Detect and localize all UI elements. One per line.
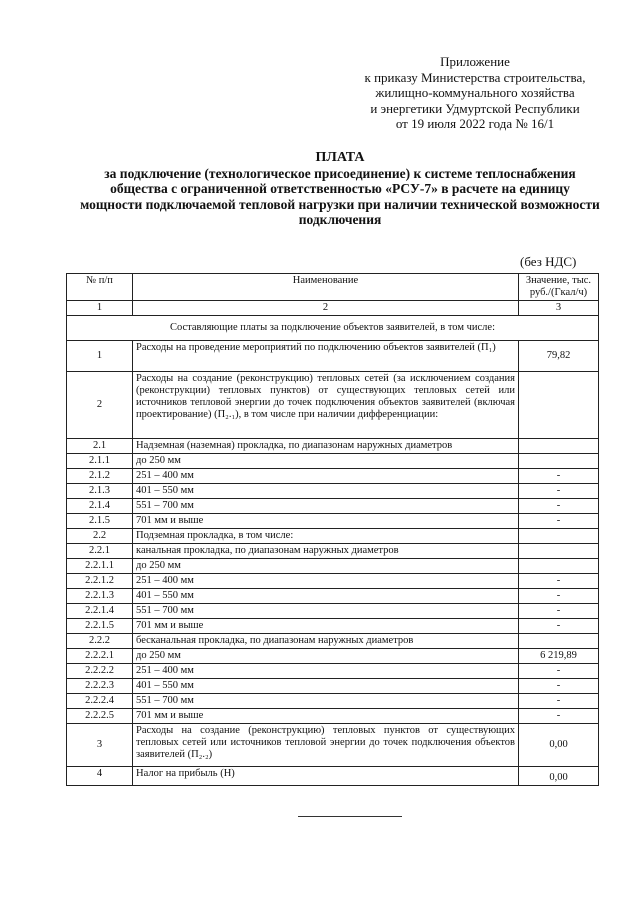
row-number: 2.1.4 xyxy=(67,499,133,514)
row-number: 2.2.2.1 xyxy=(67,649,133,664)
col-number-3: 3 xyxy=(519,301,599,316)
header-name: Наименование xyxy=(133,274,519,301)
row-value: - xyxy=(519,589,599,604)
table-row xyxy=(67,372,599,439)
title-line-2: общества с ограниченной ответственностью «РСУ-7» в расчете на единицу xyxy=(110,181,570,196)
row-number: 2.2.2.2 xyxy=(67,664,133,679)
table-row xyxy=(67,514,599,529)
table-row xyxy=(67,589,599,604)
title-main: ПЛАТА xyxy=(315,150,365,165)
row-number: 2.2.2.5 xyxy=(67,709,133,724)
row-value: 0,00 xyxy=(519,767,599,786)
row-name: 251 – 400 мм xyxy=(133,469,519,484)
table-row xyxy=(67,469,599,484)
table-row xyxy=(67,724,599,767)
table-row xyxy=(67,649,599,664)
table-row xyxy=(67,341,599,372)
appendix-label: Приложение xyxy=(440,54,510,69)
col-number-2: 2 xyxy=(133,301,519,316)
row-number: 2.1.3 xyxy=(67,484,133,499)
row-number: 2.2.1.5 xyxy=(67,619,133,634)
row-name: 701 мм и выше xyxy=(133,709,519,724)
row-value: - xyxy=(519,664,599,679)
row-name: Расходы на проведение мероприятий по подключению объектов заявителей (П₁) xyxy=(133,341,519,372)
row-value xyxy=(519,529,599,544)
row-value xyxy=(519,372,599,439)
row-name: 401 – 550 мм xyxy=(133,484,519,499)
row-value xyxy=(519,454,599,469)
row-name: бесканальная прокладка, по диапазонам наружных диаметров xyxy=(133,634,519,649)
table-row xyxy=(67,499,599,514)
row-name: Расходы на создание (реконструкцию) тепловых сетей (за исключением создания (реконструкции) тепловых пунктов) от существующих тепловых сетей или источников тепловой энергии до точек подключения объектов заявителей (включая проектирование) (П₂.₁), в том числе при наличии дифференциации: xyxy=(133,372,519,439)
table-row xyxy=(67,529,599,544)
title-line-1: за подключение (технологическое присоединение) к системе теплоснабжения xyxy=(104,165,576,181)
row-number: 2 xyxy=(67,372,133,439)
row-name: 701 мм и выше xyxy=(133,514,519,529)
row-name: 251 – 400 мм xyxy=(133,574,519,589)
row-value: - xyxy=(519,514,599,529)
row-name: 401 – 550 мм xyxy=(133,589,519,604)
row-name: 251 – 400 мм xyxy=(133,664,519,679)
row-name: Подземная прокладка, в том числе: xyxy=(133,529,519,544)
row-name: Налог на прибыль (Н) xyxy=(133,767,519,786)
row-value: - xyxy=(519,484,599,499)
row-name: до 250 мм xyxy=(133,649,519,664)
table-row xyxy=(67,679,599,694)
row-value: - xyxy=(519,694,599,709)
row-name: до 250 мм xyxy=(133,454,519,469)
title-line-3: мощности подключаемой тепловой нагрузки при наличии технической возможности xyxy=(80,196,600,212)
appendix-republic-line: и энергетики Удмуртской Республики xyxy=(370,100,580,116)
row-number: 2.2 xyxy=(67,529,133,544)
fee-table xyxy=(66,273,599,786)
table-row xyxy=(67,544,599,559)
row-name: 401 – 550 мм xyxy=(133,679,519,694)
section-row xyxy=(67,316,599,341)
row-number: 2.1.2 xyxy=(67,469,133,484)
row-name: 551 – 700 мм xyxy=(133,499,519,514)
table-row xyxy=(67,664,599,679)
row-value: - xyxy=(519,499,599,514)
vat-note: (без НДС) xyxy=(520,254,577,269)
title-line-4: подключения xyxy=(298,212,382,227)
row-name: до 250 мм xyxy=(133,559,519,574)
signature-line xyxy=(298,816,402,817)
row-value: - xyxy=(519,574,599,589)
row-name: Надземная (наземная) прокладка, по диапазонам наружных диаметров xyxy=(133,439,519,454)
table-row xyxy=(67,574,599,589)
row-value xyxy=(519,439,599,454)
row-value: - xyxy=(519,604,599,619)
document-title xyxy=(60,150,620,228)
row-number: 2.2.1.4 xyxy=(67,604,133,619)
row-value: - xyxy=(519,469,599,484)
appendix-block xyxy=(330,54,620,132)
row-number: 2.2.2.3 xyxy=(67,679,133,694)
row-value: 6 219,89 xyxy=(519,649,599,664)
table-row xyxy=(67,709,599,724)
row-value xyxy=(519,559,599,574)
row-value: 79,82 xyxy=(519,341,599,372)
row-number: 4 xyxy=(67,767,133,786)
row-name: 551 – 700 мм xyxy=(133,694,519,709)
row-number: 3 xyxy=(67,724,133,767)
appendix-ministry-line: жилищно-коммунального хозяйства xyxy=(375,85,575,100)
row-value: - xyxy=(519,679,599,694)
table-header-row xyxy=(67,274,599,301)
row-number: 2.2.1.2 xyxy=(67,574,133,589)
section-heading: Составляющие платы за подключение объектов заявителей, в том числе: xyxy=(67,316,599,341)
table-row xyxy=(67,634,599,649)
row-value xyxy=(519,544,599,559)
row-value: 0,00 xyxy=(519,724,599,767)
row-number: 2.1 xyxy=(67,439,133,454)
row-number: 2.2.1.3 xyxy=(67,589,133,604)
table-row xyxy=(67,484,599,499)
row-name: Расходы на создание (реконструкцию) тепловых пунктов от существующих тепловых сетей или источников тепловой энергии до точек подключения объектов заявителей (П₂.₂) xyxy=(133,724,519,767)
row-name: канальная прокладка, по диапазонам наружных диаметров xyxy=(133,544,519,559)
row-number: 2.1.1 xyxy=(67,454,133,469)
table-row xyxy=(67,619,599,634)
row-number: 2.2.1 xyxy=(67,544,133,559)
appendix-date-line: от 19 июля 2022 года № 16/1 xyxy=(395,116,555,131)
col-number-1: 1 xyxy=(67,301,133,316)
row-number: 2.2.2 xyxy=(67,634,133,649)
table-row xyxy=(67,439,599,454)
row-value: - xyxy=(519,619,599,634)
row-value: - xyxy=(519,709,599,724)
row-value xyxy=(519,634,599,649)
header-num: № п/п xyxy=(67,274,133,301)
row-number: 2.2.1.1 xyxy=(67,559,133,574)
table-row xyxy=(67,559,599,574)
table-row xyxy=(67,604,599,619)
row-number: 1 xyxy=(67,341,133,372)
row-name: 701 мм и выше xyxy=(133,619,519,634)
column-number-row xyxy=(67,301,599,316)
header-value: Значение, тыс. руб./(Гкал/ч) xyxy=(519,274,599,301)
table-row xyxy=(67,694,599,709)
row-number: 2.2.2.4 xyxy=(67,694,133,709)
table-row xyxy=(67,767,599,786)
appendix-order-line: к приказу Министерства строительства, xyxy=(364,69,586,85)
row-name: 551 – 700 мм xyxy=(133,604,519,619)
row-number: 2.1.5 xyxy=(67,514,133,529)
table-row xyxy=(67,454,599,469)
